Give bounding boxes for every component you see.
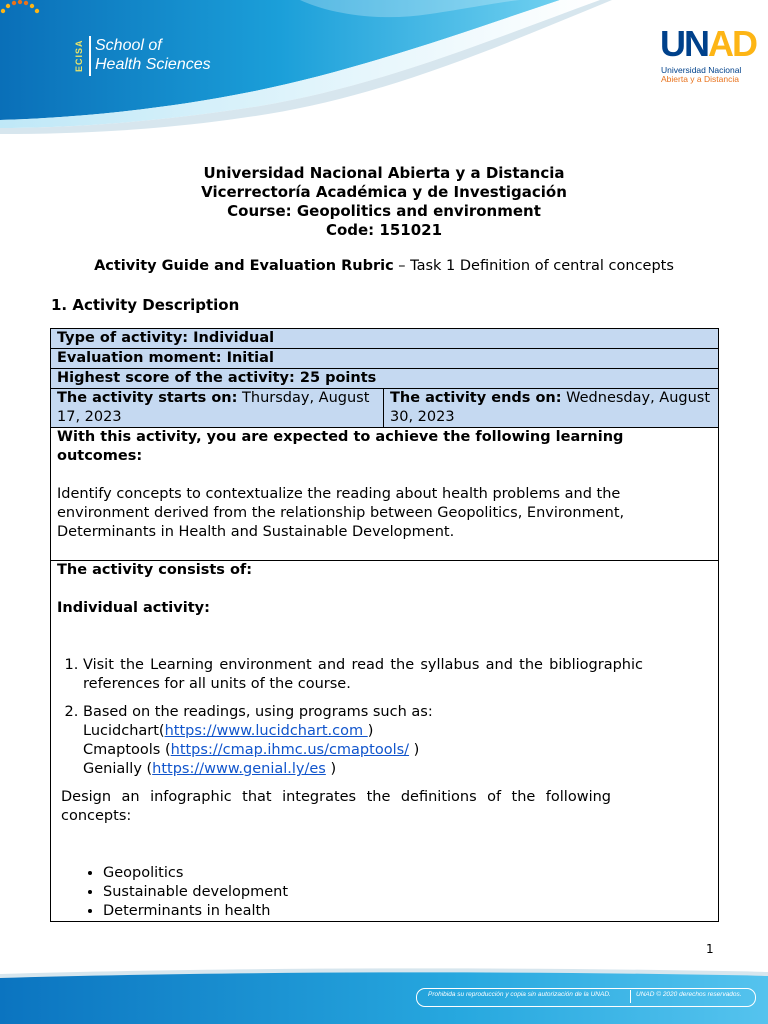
program-name: Cmaptools (	[83, 742, 171, 758]
school-name-line2: Health Sciences	[95, 56, 211, 73]
school-name-line1: School of	[95, 37, 162, 54]
table-row	[51, 428, 719, 561]
ecisa-tag: ECISA	[74, 39, 84, 73]
logo-subtitle-line1: Universidad Nacional	[661, 65, 742, 75]
logo-dots-icon	[0, 0, 40, 14]
header-divider	[89, 36, 91, 76]
activity-consists-cell	[51, 561, 719, 922]
lucidchart-link[interactable]: https://www.lucidchart.com	[164, 723, 368, 739]
guide-title	[0, 258, 768, 274]
program-end: )	[409, 742, 420, 758]
table-row	[51, 329, 719, 349]
concepts-list	[57, 864, 712, 921]
program-cmaptools	[83, 741, 643, 760]
logo-subtitle-line2: Abierta y a Distancia	[661, 74, 739, 84]
activity-type: Type of activity: Individual	[51, 329, 719, 349]
page-header	[0, 0, 768, 140]
copyright-notice: UNAD © 2020 derechos reservados.	[636, 991, 742, 998]
program-genially	[83, 760, 643, 779]
list-item: • Geopolitics	[103, 864, 712, 883]
table-row	[51, 349, 719, 369]
table-row	[51, 389, 719, 428]
design-instructions: Design an infographic that integrates the definitions of the following concepts:	[61, 789, 611, 824]
list-item: 1. Visit the Learning environment and read the syllabus and the bibliographic references for all units of the course.	[83, 656, 643, 694]
learning-outcomes-text: Identify concepts to contextualize the reading about health problems and the environment derived from the relationship between Geopolitics, Environment, Determinants in Health and Sustainable Development.	[57, 486, 625, 540]
end-date-label: The activity ends on:	[390, 390, 562, 406]
list-item: • Sustainable development	[103, 883, 712, 902]
table-row	[51, 561, 719, 922]
start-date-label: The activity starts on:	[57, 390, 238, 406]
program-lucidchart	[83, 722, 643, 741]
list-item: • Determinants in health	[103, 902, 712, 921]
program-name: Genially (	[83, 761, 153, 777]
program-end: )	[325, 761, 337, 777]
program-name: Lucidchart(	[83, 723, 165, 739]
page-footer	[0, 960, 768, 1024]
school-name	[95, 36, 211, 74]
reproduction-notice: Prohibida su reproducción y copia sin autorización de la UNAD.	[428, 991, 611, 998]
start-date-value: Thursday, August 17, 2023	[57, 390, 370, 425]
start-date-cell	[51, 389, 384, 428]
steps-list	[57, 656, 643, 779]
learning-outcomes-heading: With this activity, you are expected to achieve the following learning outcomes:	[57, 429, 624, 464]
unad-logo	[660, 24, 756, 64]
program-end: )	[367, 723, 374, 739]
vice-rectorate: Vicerrectoría Académica y de Investigación	[201, 183, 567, 201]
guide-title-rest: – Task 1 Definition of central concepts	[393, 258, 674, 274]
genially-link[interactable]: https://www.genial.ly/es	[152, 761, 326, 777]
learning-outcomes-cell	[51, 428, 719, 561]
logo-letters-dark: UN	[660, 23, 708, 64]
footer-divider	[630, 990, 631, 1003]
course-code: Code: 151021	[325, 221, 443, 239]
table-row	[51, 369, 719, 389]
guide-title-bold: Activity Guide and Evaluation Rubric	[94, 258, 394, 274]
section-title: 1. Activity Description	[51, 296, 240, 314]
step2-intro: 2. Based on the readings, using programs such as:	[83, 704, 433, 720]
course-name: Course: Geopolitics and environment	[227, 202, 541, 220]
individual-heading: Individual activity:	[57, 600, 210, 616]
activity-table	[50, 328, 719, 922]
page-number: 1	[706, 942, 714, 956]
list-item	[83, 703, 643, 779]
evaluation-moment: Evaluation moment: Initial	[51, 349, 719, 369]
consists-heading: The activity consists of:	[57, 562, 253, 578]
logo-letters-accent: AD	[708, 23, 756, 64]
end-date-value: Wednesday, August 30, 2023	[390, 390, 711, 425]
university-name: Universidad Nacional Abierta y a Distancia	[203, 164, 565, 182]
highest-score: Highest score of the activity: 25 points	[51, 369, 719, 389]
end-date-cell	[384, 389, 719, 428]
cmaptools-link[interactable]: https://cmap.ihmc.us/cmaptools/	[170, 742, 410, 758]
unad-logo-subtitle	[661, 66, 741, 84]
